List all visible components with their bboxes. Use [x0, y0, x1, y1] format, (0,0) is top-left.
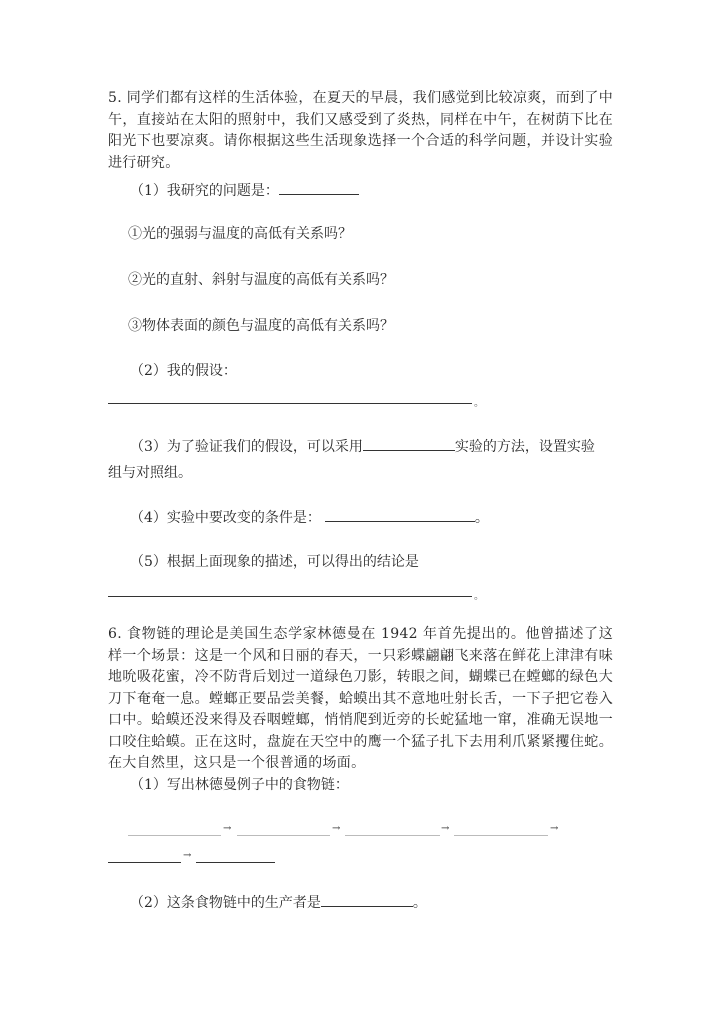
q5-sub5-label: （5）根据上面现象的描述，可以得出的结论是: [130, 554, 419, 570]
q5-sub4-period: 。: [474, 510, 489, 526]
q5-sub3-before: （3）为了验证我们的假设，可以采用: [130, 439, 363, 455]
q6-sub2-answer-blank[interactable]: [321, 892, 413, 907]
q5-sub2-period: 。: [474, 398, 484, 409]
arrow-icon: →: [441, 823, 450, 834]
q5-sub1-answer-blank[interactable]: [279, 180, 359, 195]
q6-sub1-label: （1）写出林德曼例子中的食物链：: [130, 777, 349, 793]
arrow-icon: →: [223, 823, 232, 834]
q5-sub2-answer-blank[interactable]: [108, 403, 472, 404]
q5-sub4-label: （4）实验中要改变的条件是：: [130, 510, 321, 526]
q5-sub4-answer-blank[interactable]: [325, 507, 475, 522]
q5-option-1: ①光的强弱与温度的高低有关系吗？: [128, 226, 352, 242]
q5-sub3-answer-blank[interactable]: [363, 436, 455, 451]
food-chain-blank-5[interactable]: [108, 862, 181, 863]
q6-sub2-period: 。: [412, 895, 427, 911]
q6-intro: 6. 食物链的理论是美国生态学家林德曼在 1942 年首先提出的。他曾描述了这样一个场景：这是一个风和日丽的春天，一只彩蝶翩翩飞来落在鲜花上津津有味地吮吸花蜜，冷不防背后划过一道绿色刀影，转眼之间，蝴蝶已在螳螂的绿色大刀下奄奄一息。螳螂正要品尝美餐，蛤蟆出其不意地吐射长舌，一下子把它卷入口中。蛤蟆还没来得及吞咽螳螂，悄悄爬到近旁的长蛇猛地一窜，准确无误地一口咬住蛤蟆。正在这时，盘旋在天空中的鹰一个猛子扎下去用利爪紧紧攫住蛇。在大自然里，这只是一个很普通的场面。: [108, 626, 613, 771]
q5-sub5-answer-blank[interactable]: [108, 596, 472, 597]
food-chain-blank-6[interactable]: [196, 862, 275, 863]
q5-sub3-after: 实验的方法，设置实验: [454, 439, 595, 455]
q5-intro: 5. 同学们都有这样的生活体验，在夏天的早晨，我们感觉到比较凉爽，而到了中午，直接站在太阳的照射中，我们又感受到了炎热，同样在中午，在树荫下比在阳光下也要凉爽。请你根据这些生活现象选择一个合适的科学问题，并设计实验进行研究。: [108, 90, 613, 171]
food-chain-blank-4[interactable]: [454, 835, 548, 836]
food-chain-blank-3[interactable]: [345, 835, 440, 836]
arrow-icon: →: [183, 850, 192, 861]
q5-sub3-line2: 组与对照组。: [108, 465, 192, 481]
arrow-icon: →: [550, 823, 559, 834]
q5-sub1: [130, 180, 359, 201]
food-chain-blank-1[interactable]: [128, 835, 221, 836]
food-chain-blank-2[interactable]: [237, 835, 330, 836]
q5-option-3: ③物体表面的颜色与温度的高低有关系吗？: [128, 318, 394, 334]
q6-sub2: [130, 892, 427, 913]
q5-sub5-period: 。: [474, 591, 484, 602]
q6-sub2-label: （2）这条食物链中的生产者是: [130, 895, 321, 911]
arrow-icon: →: [332, 823, 341, 834]
q5-sub4: [130, 507, 489, 528]
q5-sub3: [130, 436, 595, 457]
q5-option-2: ②光的直射、斜射与温度的高低有关系吗？: [128, 272, 394, 288]
q5-sub1-label: （1）我研究的问题是：: [130, 183, 279, 199]
q5-sub2-label: （2）我的假设：: [130, 363, 237, 379]
